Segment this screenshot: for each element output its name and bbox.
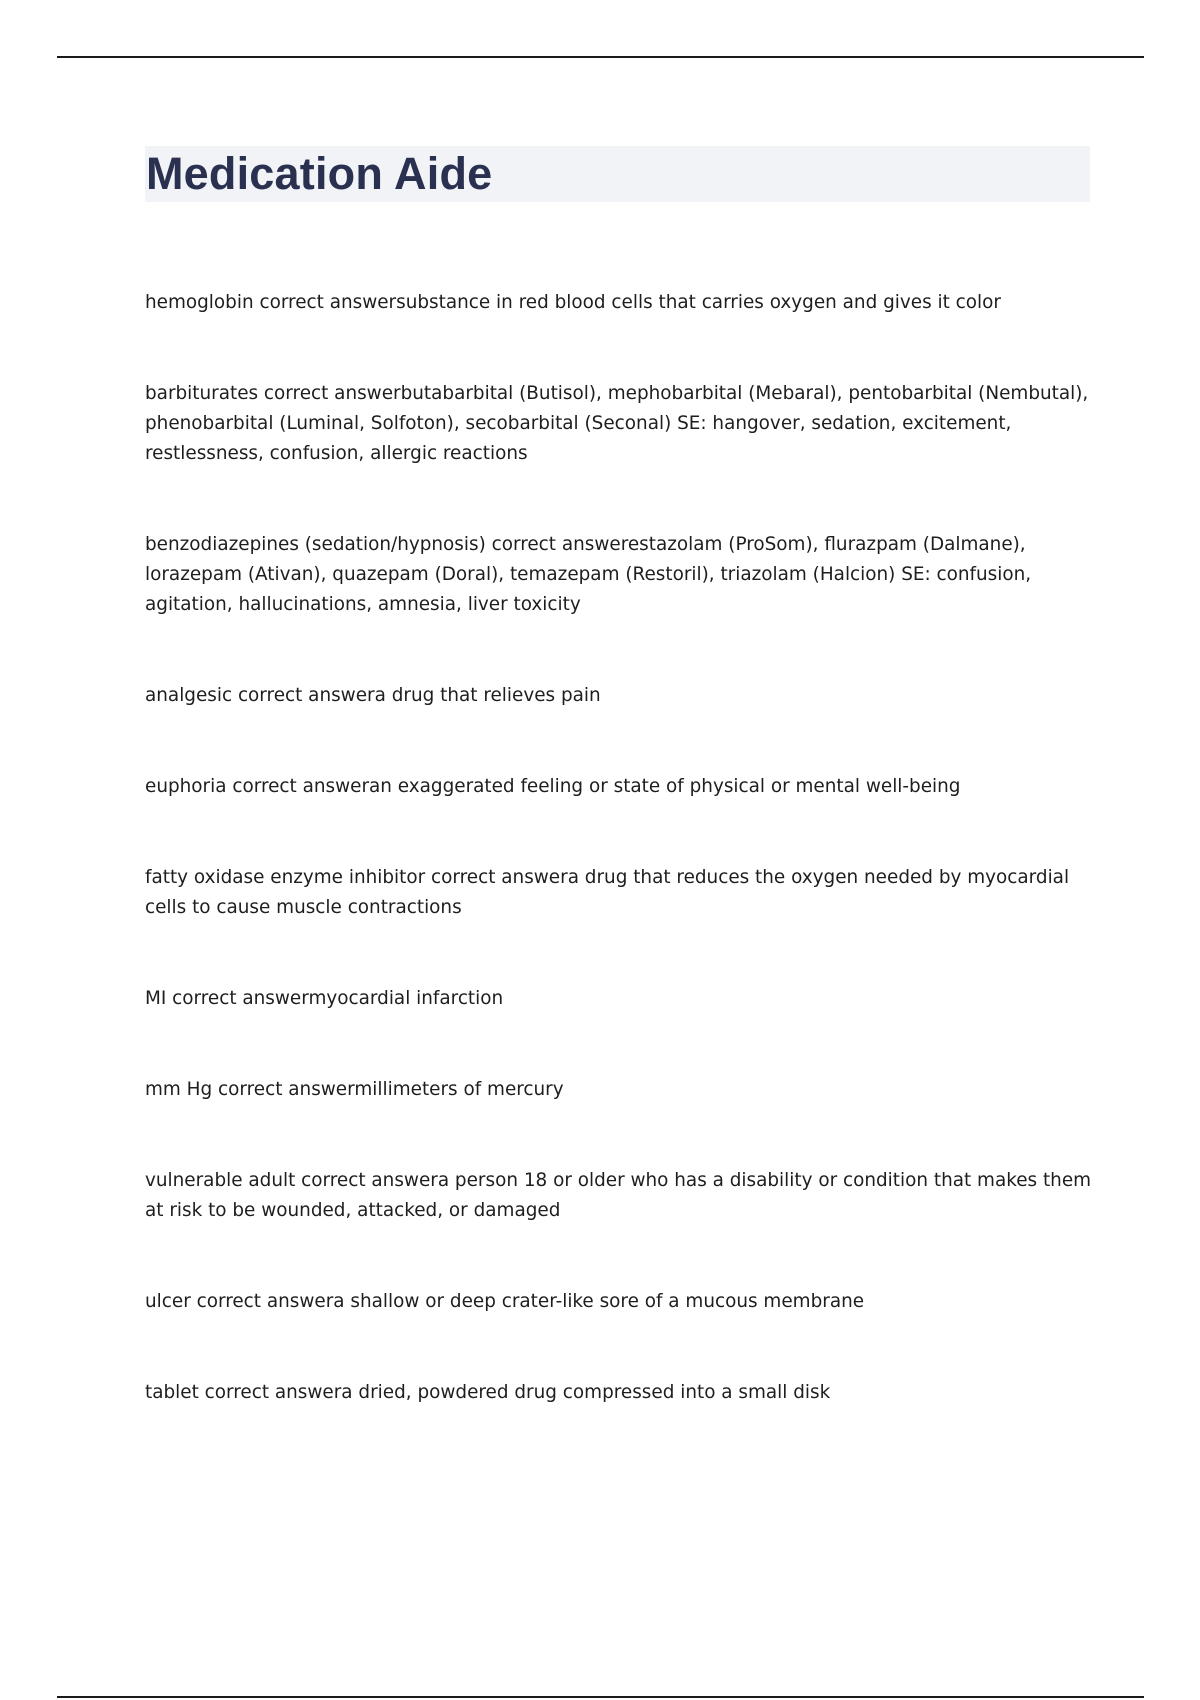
entry-tablet: tablet correct answera dried, powdered drug compressed into a small disk: [145, 1382, 831, 1403]
entry-euphoria: euphoria correct answeran exaggerated feeling or state of physical or mental well-being: [145, 776, 961, 797]
flashcard-list: [145, 288, 1095, 1469]
entry-mi: MI correct answermyocardial infarction: [145, 988, 504, 1009]
entry-ulcer: ulcer correct answera shallow or deep crater-like sore of a mucous membrane: [145, 1291, 865, 1312]
entry-benzodiazepines: benzodiazepines (sedation/hypnosis) correct answerestazolam (ProSom), flurazpam (Dalmane), lorazepam (Ativan), quazepam (Doral), temazepam (Restoril), triazolam (Halcion) SE: confusion, agitation, hallucinations, amnesia, liver toxicity: [145, 534, 1032, 615]
bottom-rule: [57, 1696, 1144, 1698]
entry-hemoglobin: hemoglobin correct answersubstance in red blood cells that carries oxygen and gives it color: [145, 292, 1001, 313]
entry-fatty-oxidase-inhibitor: fatty oxidase enzyme inhibitor correct answera drug that reduces the oxygen needed by myocardial cells to cause muscle contractions: [145, 867, 1070, 918]
entry-barbiturates: barbiturates correct answerbutabarbital (Butisol), mephobarbital (Mebaral), pentobarbital (Nembutal), phenobarbital (Luminal, Solfoton), secobarbital (Seconal) SE: hangover, sedation, excitement, restlessness, confusion, allergic reactions: [145, 383, 1089, 464]
top-rule: [57, 56, 1144, 58]
document-title: Medication Aide: [146, 148, 493, 199]
entry-vulnerable-adult: vulnerable adult correct answera person 18 or older who has a disability or condition that makes them at risk to be wounded, attacked, or damaged: [145, 1170, 1092, 1221]
entry-mm-hg: mm Hg correct answermillimeters of mercury: [145, 1079, 564, 1100]
entry-analgesic: analgesic correct answera drug that relieves pain: [145, 685, 601, 706]
